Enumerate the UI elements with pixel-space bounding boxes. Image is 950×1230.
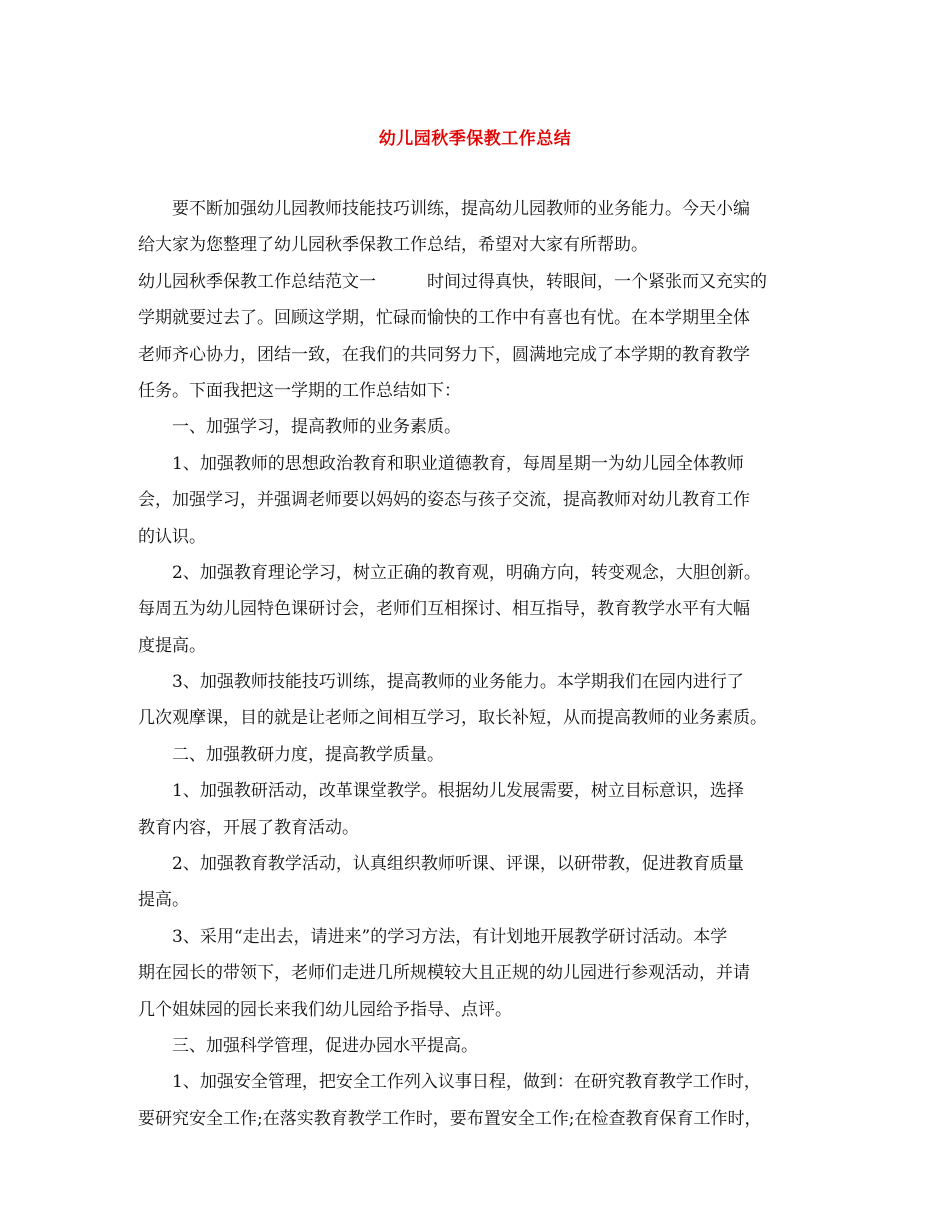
text-line: 要研究安全工作;在落实教育教学工作时，要布置安全工作;在检查教育保育工作时， xyxy=(138,1108,762,1129)
text-line: 给大家为您整理了幼儿园秋季保教工作总结，希望对大家有所帮助。 xyxy=(138,235,648,256)
text-line: 二、加强教研力度，提高教学质量。 xyxy=(172,744,444,765)
text-line: 2、加强教育教学活动，认真组织教师听课、评课，以研带教，促进教育质量 xyxy=(172,854,744,875)
text-line: 一、加强学习，提高教师的业务素质。 xyxy=(172,417,461,438)
document-body xyxy=(138,191,818,1137)
text-line: 期在园长的带领下，老师们走进几所规模较大且正规的幼儿园进行参观活动，并请 xyxy=(138,963,750,984)
text-line: 学期就要过去了。回顾这学期，忙碌而愉快的工作中有喜也有忧。在本学期里全体 xyxy=(138,308,750,329)
text-line: 的认识。 xyxy=(138,526,206,547)
text-line: 1、加强安全管理，把安全工作列入议事日程，做到：在研究教育教学工作时， xyxy=(172,1072,761,1093)
document-title: 幼儿园秋季保教工作总结 xyxy=(378,129,572,149)
text-line: 几个姐妹园的园长来我们幼儿园给予指导、点评。 xyxy=(138,999,512,1020)
text-line: 1、加强教师的思想政治教育和职业道德教育，每周星期一为幼儿园全体教师 xyxy=(172,453,744,474)
text-line: 任务。下面我把这一学期的工作总结如下： xyxy=(138,380,461,401)
text-line: 幼儿园秋季保教工作总结范文一 时间过得真快，转眼间，一个紧张而又充实的 xyxy=(138,271,767,292)
text-line: 老师齐心协力，团结一致，在我们的共同努力下，圆满地完成了本学期的教育教学 xyxy=(138,344,750,365)
text-line: 2、加强教育理论学习，树立正确的教育观，明确方向，转变观念，大胆创新。 xyxy=(172,562,761,583)
text-line: 1、加强教研活动，改革课堂教学。根据幼儿发展需要，树立目标意识，选择 xyxy=(172,781,744,802)
text-line: 度提高。 xyxy=(138,635,206,656)
text-line: 每周五为幼儿园特色课研讨会，老师们互相探讨、相互指导，教育教学水平有大幅 xyxy=(138,599,750,620)
text-line: 几次观摩课，目的就是让老师之间相互学习，取长补短，从而提高教师的业务素质。 xyxy=(138,708,767,729)
text-line: 教育内容，开展了教育活动。 xyxy=(138,817,359,838)
text-line: 3、加强教师技能技巧训练，提高教师的业务能力。本学期我们在园内进行了 xyxy=(172,672,744,693)
text-line: 会，加强学习，并强调老师要以妈妈的姿态与孩子交流，提高教师对幼儿教育工作 xyxy=(138,490,750,511)
text-line: 提高。 xyxy=(138,890,189,911)
text-line: 3、采用“走出去，请进来”的学习方法，有计划地开展教学研讨活动。本学 xyxy=(172,926,728,947)
text-line: 三、加强科学管理，促进办园水平提高。 xyxy=(172,1035,478,1056)
text-line: 要不断加强幼儿园教师技能技巧训练，提高幼儿园教师的业务能力。今天小编 xyxy=(172,199,750,219)
